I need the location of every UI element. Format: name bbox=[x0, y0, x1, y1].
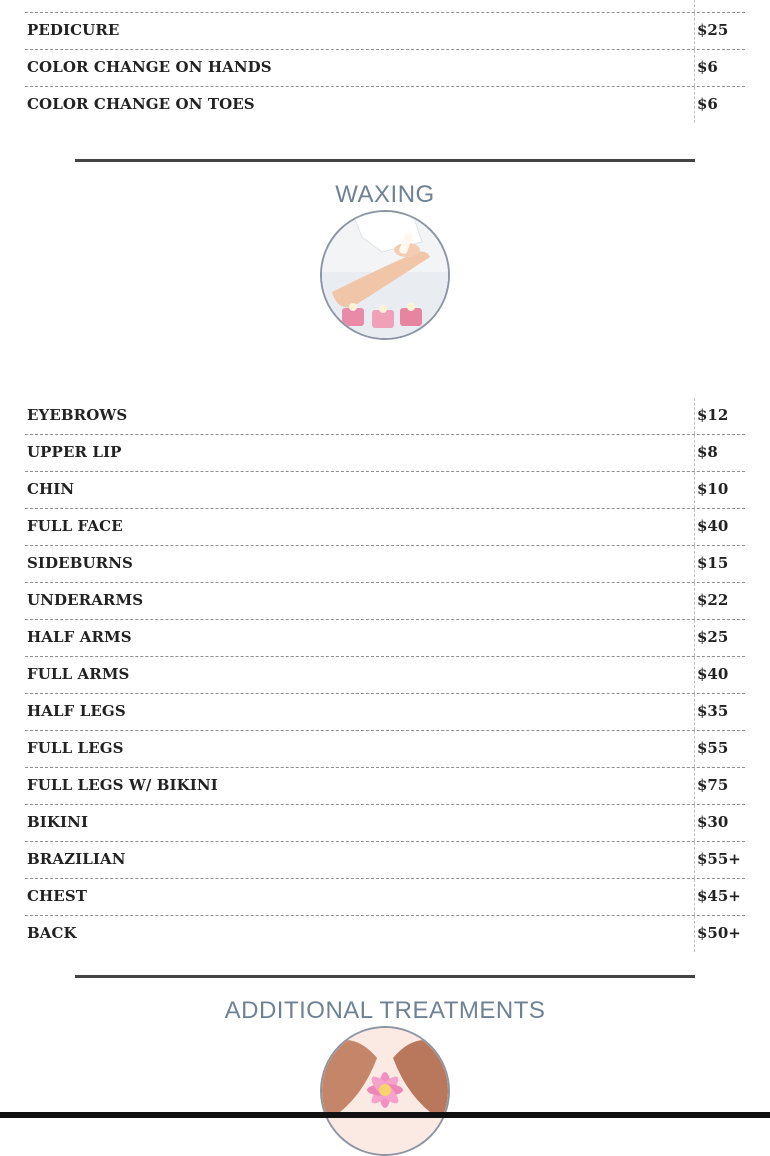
section-divider bbox=[75, 975, 695, 978]
waxing-price-table bbox=[25, 398, 745, 952]
table-row bbox=[25, 509, 745, 546]
service-name: COLOR CHANGE ON TOES bbox=[27, 95, 255, 113]
table-row bbox=[25, 694, 745, 731]
table-row bbox=[25, 50, 745, 87]
table-row-cutoff bbox=[25, 0, 745, 13]
service-name: SIDEBURNS bbox=[27, 554, 133, 572]
service-name: EYEBROWS bbox=[27, 406, 128, 424]
service-price: $75 bbox=[697, 776, 729, 794]
table-row bbox=[25, 916, 745, 952]
hands-flower-icon bbox=[322, 1028, 448, 1154]
service-name: COLOR CHANGE ON HANDS bbox=[27, 58, 272, 76]
service-price: $50+ bbox=[697, 924, 741, 942]
service-price: $55 bbox=[697, 739, 729, 757]
table-row bbox=[25, 472, 745, 509]
table-row bbox=[25, 731, 745, 768]
service-name: UPPER LIP bbox=[27, 443, 122, 461]
service-name: FULL FACE bbox=[27, 517, 123, 535]
service-price: $15 bbox=[697, 554, 729, 572]
service-price: $6 bbox=[697, 95, 718, 113]
table-row bbox=[25, 435, 745, 472]
service-price: $40 bbox=[697, 665, 729, 683]
service-name: PEDICURE bbox=[27, 21, 120, 39]
service-name: HALF ARMS bbox=[27, 628, 132, 646]
table-row bbox=[25, 620, 745, 657]
service-price: $6 bbox=[697, 58, 718, 76]
service-price: $10 bbox=[697, 480, 729, 498]
service-name: HALF LEGS bbox=[27, 702, 126, 720]
table-row bbox=[25, 13, 745, 50]
table-row bbox=[25, 805, 745, 842]
table-row bbox=[25, 768, 745, 805]
service-price: $45+ bbox=[697, 887, 741, 905]
service-price: $30 bbox=[697, 813, 729, 831]
section-title-waxing: WAXING bbox=[335, 181, 435, 208]
service-price: $22 bbox=[697, 591, 729, 609]
section-divider bbox=[75, 159, 695, 162]
service-name: FULL LEGS bbox=[27, 739, 124, 757]
section-title-additional-treatments: ADDITIONAL TREATMENTS bbox=[224, 997, 546, 1024]
table-row bbox=[25, 398, 745, 435]
service-price: $12 bbox=[697, 406, 729, 424]
service-name: BRAZILIAN bbox=[27, 850, 126, 868]
waxing-photo bbox=[320, 210, 450, 340]
table-row bbox=[25, 583, 745, 620]
service-price: $25 bbox=[697, 628, 729, 646]
table-row bbox=[25, 546, 745, 583]
service-name: FULL ARMS bbox=[27, 665, 130, 683]
nails-price-table bbox=[25, 0, 745, 123]
table-row bbox=[25, 87, 745, 123]
service-name: CHIN bbox=[27, 480, 75, 498]
table-row bbox=[25, 879, 745, 916]
table-row bbox=[25, 657, 745, 694]
service-price: $55+ bbox=[697, 850, 741, 868]
service-name: UNDERARMS bbox=[27, 591, 144, 609]
additional-treatments-photo bbox=[320, 1026, 450, 1156]
service-name: FULL LEGS W/ BIKINI bbox=[27, 776, 218, 794]
leg-waxing-icon bbox=[322, 212, 448, 338]
service-price: $25 bbox=[697, 21, 729, 39]
service-name: BIKINI bbox=[27, 813, 89, 831]
service-price: $40 bbox=[697, 517, 729, 535]
service-name: BACK bbox=[27, 924, 77, 942]
service-price: $8 bbox=[697, 443, 718, 461]
service-name: CHEST bbox=[27, 887, 88, 905]
service-price: $35 bbox=[697, 702, 729, 720]
table-row bbox=[25, 842, 745, 879]
bottom-bar bbox=[0, 1112, 770, 1118]
